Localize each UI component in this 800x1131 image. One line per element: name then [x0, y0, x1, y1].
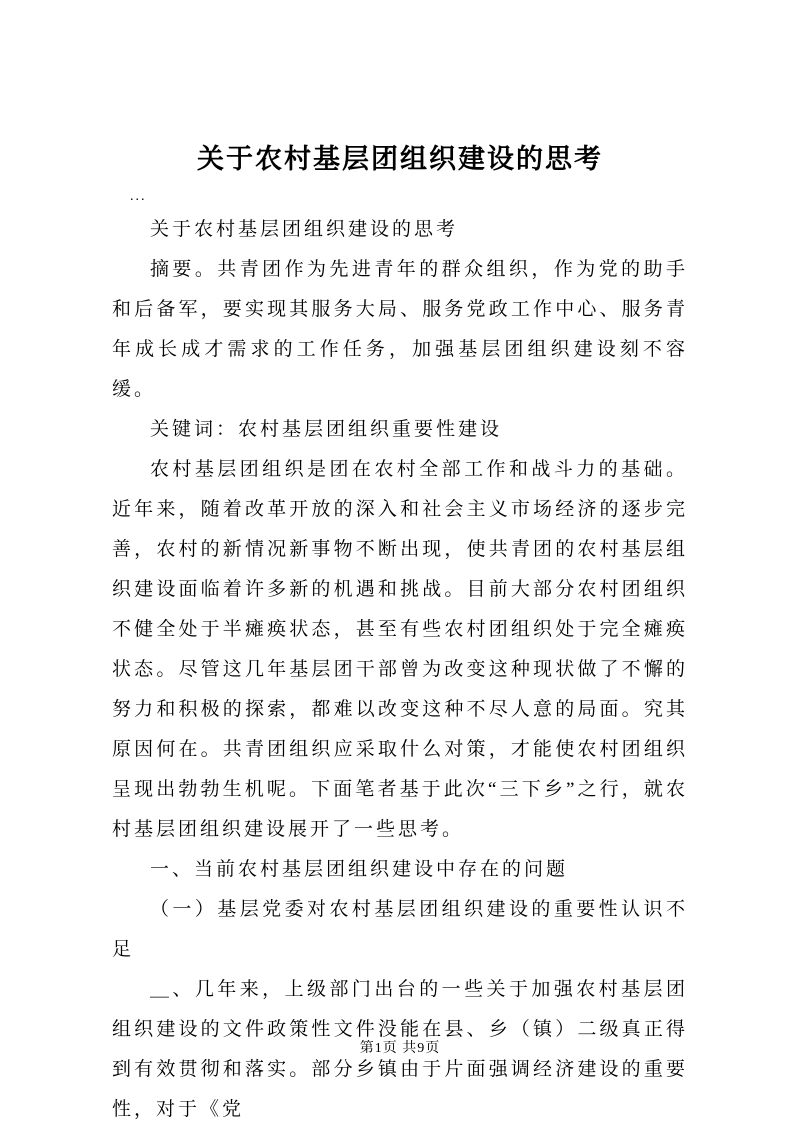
subsection-heading: （一）基层党委对农村基层团组织建设的重要性认识不足 — [112, 899, 688, 960]
document-title: 关于农村基层团组织建设的思考 — [197, 144, 603, 174]
body-paragraph: ＿、几年来，上级部门出台的一些关于加强农村基层团组织建设的文件政策性文件没能在县、乡（镇）二级真正得到有效贯彻和落实。部分乡镇由于片面强调经济建设的重要性，对于《党 — [112, 979, 688, 1120]
body-paragraph: 农村基层团组织是团在农村全部工作和战斗力的基础。近年来，随着改革开放的深入和社会主义市场经济的逐步完善，农村的新情况新事物不断出现，使共青团的农村基层组织建设面临着许多新的机遇和挑战。目前大部分农村团组织不健全处于半瘫痪状态，甚至有些农村团组织处于完全瘫痪状态。尽管这几年基层团干部曾为改变这种现状做了不懈的努力和积极的探索，都难以改变这种不尽人意的局面。究其原因何在。共青团组织应采取什么对策，才能使农村团组织呈现出勃勃生机呢。下面笔者基于此次“三下乡”之行，就农村基层团组织建设展开了一些思考。 — [112, 459, 688, 840]
subtitle-paragraph: 关于农村基层团组织建设的思考 — [150, 219, 459, 240]
page-footer — [0, 1037, 800, 1057]
abstract-paragraph: 摘要。共青团作为先进青年的群众组织，作为党的助手和后备军，要实现其服务大局、服务党政工作中心、服务青年成长成才需求的工作任务，加强基层团组织建设刻不容缓。 — [112, 259, 688, 400]
page-number-label: 第1页 共9页 — [359, 1041, 441, 1056]
ellipsis-line: ... — [130, 189, 147, 204]
section-heading: 一、当前农村基层团组织建设中存在的问题 — [150, 859, 569, 880]
keywords-paragraph: 关键词：农村基层团组织重要性建设 — [150, 419, 503, 440]
